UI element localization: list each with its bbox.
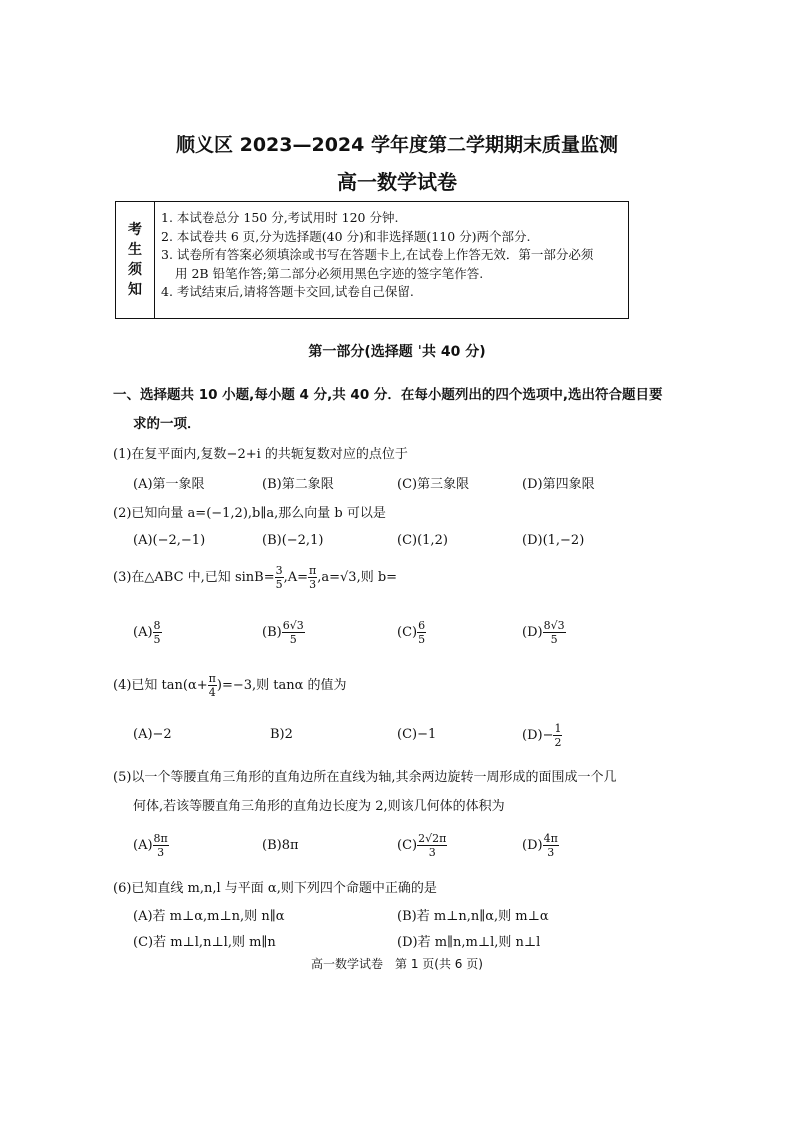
frac-den: 3 bbox=[428, 846, 436, 859]
q1-option-d: (D)第四象限 bbox=[522, 477, 595, 492]
section-instruction-line1: 一、选择题共 10 小题,每小题 4 分,共 40 分．在每小题列出的四个选项中,选出符合题目要 bbox=[113, 387, 663, 403]
q4-stem-suffix: )=−3,则 tanα 的值为 bbox=[216, 678, 347, 693]
q1-option-c: (C)第三象限 bbox=[397, 477, 470, 492]
page-footer: 高一数学试卷 第 1 页(共 6 页) bbox=[311, 957, 483, 971]
notice-heading-char: 生 bbox=[128, 242, 142, 258]
frac-num: 1 bbox=[554, 722, 562, 735]
q4-option-fraction bbox=[553, 722, 562, 749]
notice-item: 2. 本试卷共 6 页,分为选择题(40 分)和非选择题(110 分)两个部分. bbox=[161, 228, 531, 244]
q5-option-b: (B)8π bbox=[262, 838, 299, 853]
notice-item: 3. 试卷所有答案必须填涂或书写在答题卡上,在试卷上作答无效．第一部分必须 bbox=[161, 247, 594, 262]
q3-stem-prefix: (3)在△ABC 中,已知 sinB= bbox=[113, 570, 275, 585]
q3-option-fraction bbox=[417, 619, 426, 646]
q4-option-b: B)2 bbox=[270, 727, 293, 742]
q5-option-fraction bbox=[543, 832, 559, 859]
frac-num: 6 bbox=[418, 619, 426, 632]
notice-item: 1. 本试卷总分 150 分,考试用时 120 分钟. bbox=[161, 210, 399, 225]
section-instruction-line2: 求的一项． bbox=[133, 416, 201, 432]
q2-option-d: (D)(1,−2) bbox=[522, 533, 585, 548]
q2-option-b: (B)(−2,1) bbox=[262, 533, 324, 548]
q3-option-label: (D) bbox=[522, 625, 543, 640]
q3-option-b bbox=[262, 619, 305, 646]
q5-option-a bbox=[133, 832, 169, 859]
notice-item: 4. 考试结束后,请将答题卡交回,试卷自己保留. bbox=[161, 284, 414, 299]
frac-num: 8π bbox=[153, 832, 168, 845]
q5-option-d bbox=[522, 832, 559, 859]
q3-option-fraction bbox=[543, 619, 566, 646]
q4-stem-prefix: (4)已知 tan(α+ bbox=[113, 678, 208, 693]
q4-option-a: (A)−2 bbox=[133, 727, 172, 742]
frac-den: 5 bbox=[289, 633, 297, 646]
frac-num: 6√3 bbox=[282, 619, 304, 632]
q3-option-label: (C) bbox=[397, 625, 418, 640]
frac-num: 8 bbox=[153, 619, 161, 632]
frac-num: 4π bbox=[543, 832, 558, 845]
q2-option-c: (C)(1,2) bbox=[397, 533, 448, 548]
q3-option-fraction bbox=[282, 619, 305, 646]
frac-num: 8√3 bbox=[543, 619, 565, 632]
q4-fraction bbox=[208, 672, 217, 699]
q4-stem bbox=[113, 672, 347, 699]
q3-option-d bbox=[522, 619, 566, 646]
frac-den: 4 bbox=[208, 686, 216, 699]
q5-option-fraction bbox=[153, 832, 169, 859]
q5-option-label: (A) bbox=[133, 838, 153, 853]
q1-stem: (1)在复平面内,复数−2+i 的共轭复数对应的点位于 bbox=[113, 447, 408, 462]
q5-stem-line2: 何体,若该等腰直角三角形的直角边长度为 2,则该几何体的体积为 bbox=[133, 799, 505, 814]
exam-title: 顺义区 2023—2024 学年度第二学期期末质量监测 bbox=[176, 134, 618, 156]
q3-option-label: (B) bbox=[262, 625, 282, 640]
q4-option-d bbox=[522, 722, 562, 749]
exam-subtitle: 高一数学试卷 bbox=[337, 170, 457, 194]
notice-items bbox=[155, 202, 628, 318]
notice-box bbox=[115, 201, 629, 319]
frac-num: π bbox=[208, 672, 216, 685]
notice-heading-char: 考 bbox=[128, 222, 142, 238]
q3-stem-mid: ,A= bbox=[283, 570, 309, 585]
q2-stem: (2)已知向量 a=(−1,2),b∥a,那么向量 b 可以是 bbox=[113, 506, 386, 521]
frac-den: 5 bbox=[418, 633, 426, 646]
q3-fraction-a bbox=[308, 564, 317, 591]
notice-item: 用 2B 铅笔作答;第二部分必须用黑色字迹的签字笔作答. bbox=[175, 265, 484, 281]
notice-heading-char: 知 bbox=[128, 282, 142, 298]
notice-heading-char: 须 bbox=[128, 262, 142, 278]
q3-f1-num: 3 bbox=[275, 564, 283, 577]
q6-option-a: (A)若 m⊥α,m⊥n,则 n∥α bbox=[133, 909, 285, 924]
q4-option-c: (C)−1 bbox=[397, 727, 437, 742]
q2-option-a: (A)(−2,−1) bbox=[133, 533, 206, 548]
frac-den: 5 bbox=[153, 633, 161, 646]
q3-stem-suffix: ,a=√3,则 b= bbox=[317, 570, 398, 585]
part-title: 第一部分(选择题 ˈ共 40 分) bbox=[308, 344, 486, 360]
q6-option-b: (B)若 m⊥n,n∥α,则 m⊥α bbox=[397, 909, 549, 924]
q3-f2-den: 3 bbox=[309, 578, 317, 591]
q3-option-c bbox=[397, 619, 426, 646]
q3-option-fraction bbox=[153, 619, 162, 646]
q3-f2-num: π bbox=[309, 564, 317, 577]
frac-den: 3 bbox=[157, 846, 165, 859]
frac-den: 2 bbox=[554, 736, 562, 749]
q1-option-b: (B)第二象限 bbox=[262, 477, 334, 492]
q5-option-label: (C) bbox=[397, 838, 418, 853]
q5-option-label: (D) bbox=[522, 838, 543, 853]
q3-option-label: (A) bbox=[133, 625, 153, 640]
frac-num: 2√2π bbox=[418, 832, 447, 845]
q1-option-a: (A)第一象限 bbox=[133, 477, 205, 492]
frac-den: 3 bbox=[547, 846, 555, 859]
q6-option-c: (C)若 m⊥l,n⊥l,则 m∥n bbox=[133, 935, 276, 950]
q5-option-c bbox=[397, 832, 447, 859]
notice-heading bbox=[116, 202, 155, 318]
q3-f1-den: 5 bbox=[275, 578, 283, 591]
q3-fraction-sinb bbox=[275, 564, 284, 591]
q6-stem: (6)已知直线 m,n,l 与平面 α,则下列四个命题中正确的是 bbox=[113, 881, 437, 896]
q5-option-fraction bbox=[417, 832, 447, 859]
q4-option-label: (D)− bbox=[522, 728, 554, 743]
q3-stem bbox=[113, 564, 397, 591]
q6-option-d: (D)若 m∥n,m⊥l,则 n⊥l bbox=[397, 935, 541, 950]
frac-den: 5 bbox=[550, 633, 558, 646]
q5-stem-line1: (5)以一个等腰直角三角形的直角边所在直线为轴,其余两边旋转一周形成的面围成一个几 bbox=[113, 770, 617, 785]
q3-option-a bbox=[133, 619, 162, 646]
